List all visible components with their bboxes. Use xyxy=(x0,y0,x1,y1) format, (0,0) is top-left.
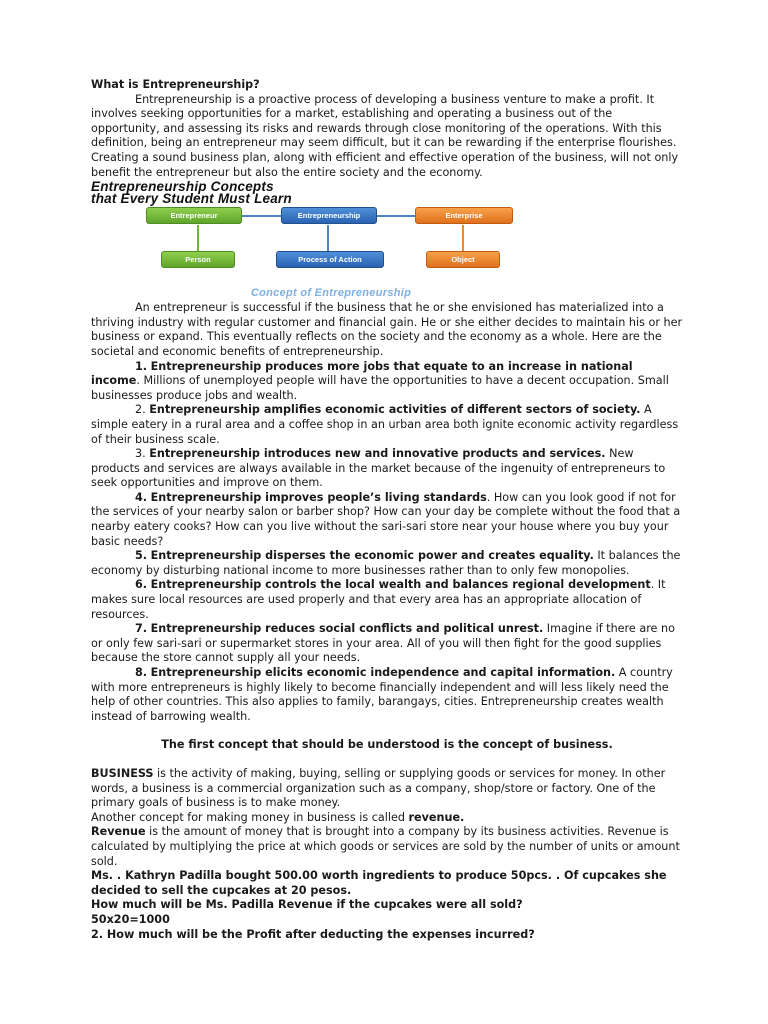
benefit-item: 7. Entrepreneurship reduces social conflicts and political unrest. Imagine if there are no or only few sari-sari or supermarket stores in your area. All of you will then fight for the good supplies because the store cannot supply all your needs. xyxy=(91,622,675,665)
benefit-item: 6. Entrepreneurship controls the local wealth and balances regional development. It makes sure local resources are used properly and that every area has an appropriate allocation of resources. xyxy=(91,578,666,621)
benefit-item: 5. Entrepreneurship disperses the economic power and creates equality. It balances the economy by disturbing national income to more businesses rather than to only few monopolies. xyxy=(91,549,681,577)
first-concept: The first concept that should be understood is the concept of business. xyxy=(161,738,613,752)
benefit-item: 3. Entrepreneurship introduces new and innovative products and services. New products and services are always available in the market because of the ingenuity of entrepreneurs to seek opportunities and improve on them. xyxy=(91,447,666,490)
concepts-title-line2: that Every Student Must Learn xyxy=(91,191,292,207)
problem-statement: Ms. . Kathryn Padilla bought 500.00 worth ingredients to produce 50pcs. . Of cupcakes she decided to sell the cupcakes at 20 pesos. xyxy=(91,869,667,897)
concept-diagram xyxy=(91,205,683,301)
benefit-item: 2. Entrepreneurship amplifies economic activities of different sectors of society. A simple eatery in a rural area and a coffee shop in an urban area both ignite economic activity regardless of their business scale. xyxy=(91,403,679,446)
box-person: Person xyxy=(161,251,235,268)
benefit-item: 8. Entrepreneurship elicits economic independence and capital information. A country with more entrepreneurs is highly likely to become financially independent and will less likely need the help of other countries. This also applies to family, barangays, cities. Entrepreneurship creates wealth instead of barrowing wealth. xyxy=(91,666,673,723)
benefit-item: 4. Entrepreneurship improves people’s living standards. How can you look good if not for the services of your nearby salon or barber shop? How can your day be complete without the food that a nearby eatery cooks? How can you live without the sari-sari store near your house where you buy your basic needs? xyxy=(91,490,681,548)
benefits-list xyxy=(91,360,683,725)
heading: What is Entrepreneurship? xyxy=(91,78,260,91)
connector-left xyxy=(197,225,199,251)
connector-right xyxy=(462,225,464,251)
benefit-item: 1. Entrepreneurship produces more jobs that equate to an increase in national income. Millions of unemployed people will have the opportunities to have a decent occupation. Small businesses produce jobs and wealth. xyxy=(91,359,669,402)
intro-paragraph: Entrepreneurship is a proactive process of developing a business venture to make a profit. It involves seeking opportunities for a market, establishing and operating a business out of the opportunity, and assessing its risks and rewards through close monitoring of the operations. With this definition, being an entrepreneur may seem difficult, but it can be rewarding if the enterprise flourishes. Creating a sound business plan, along with efficient and effective operation of the business, will not only benefit the entrepreneur but also the entire society and the economy. xyxy=(91,92,679,179)
business-definition: BUSINESS is the activity of making, buying, selling or supplying goods or services for money. In other words, a business is a commercial organization such as a company, shop/store or factory. One of the primary goals of business is to make money. xyxy=(91,766,666,810)
connector-center xyxy=(327,225,329,251)
diagram-caption: Concept of Entrepreneurship xyxy=(250,287,412,300)
document-page xyxy=(91,78,683,942)
revenue-intro: Another concept for making money in business is called revenue. xyxy=(91,810,465,824)
box-process-of-action: Process of Action xyxy=(276,251,384,268)
question-2: 2. How much will be the Profit after deducting the expenses incurred? xyxy=(91,927,535,941)
box-enterprise: Enterprise xyxy=(415,207,513,224)
box-entrepreneur: Entrepreneur xyxy=(146,207,242,224)
success-paragraph: An entrepreneur is successful if the business that he or she envisioned has materialized into a thriving industry with regular customer and financial gain. He or she either decides to maintain his or her business or expand. This eventually reflects on the society and the economy as a whole. Here are the societal and economic benefits of entrepreneurship. xyxy=(91,301,683,358)
box-object: Object xyxy=(426,251,500,268)
answer-1: 50x20=1000 xyxy=(91,912,170,926)
box-entrepreneurship: Entrepreneurship xyxy=(281,207,377,224)
revenue-definition: Revenue is the amount of money that is brought into a company by its business activities. Revenue is calculated by multiplying the price at which goods or services are sold by the number of units or amount sold. xyxy=(91,825,680,868)
concepts-title-line1: Entrepreneurship Concepts xyxy=(91,179,274,195)
question-1: How much will be Ms. Padilla Revenue if the cupcakes were all sold? xyxy=(91,898,523,912)
concepts-title xyxy=(91,181,683,205)
